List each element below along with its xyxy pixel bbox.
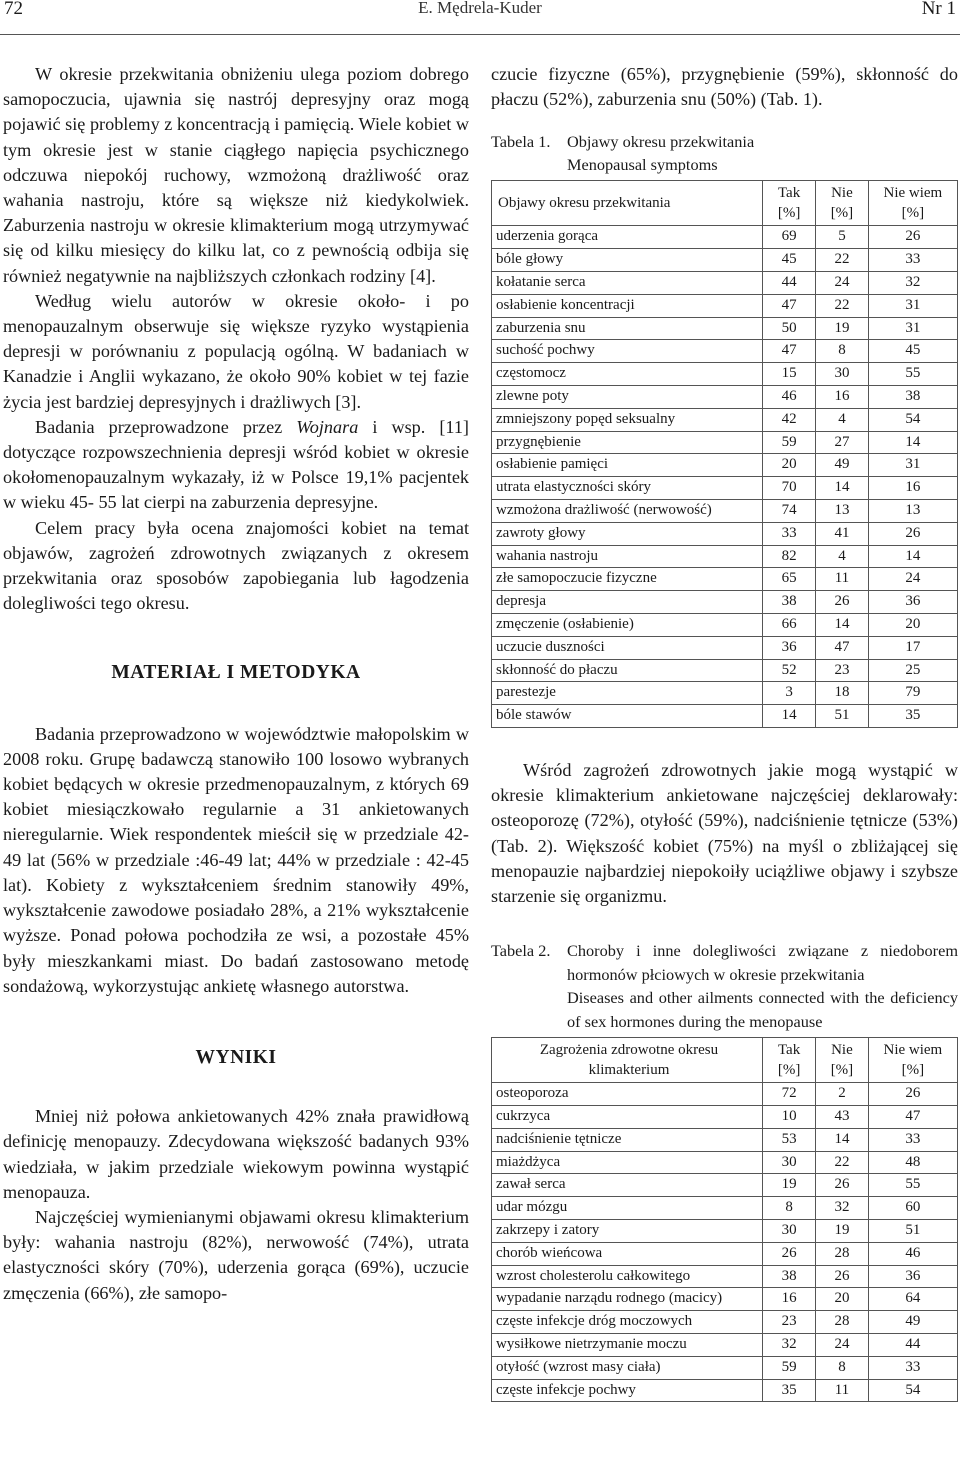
cell-value: 66	[763, 613, 816, 636]
table-row	[492, 1128, 958, 1151]
row-label: bóle stawów	[492, 705, 763, 728]
column-header: Tak [%]	[763, 181, 816, 226]
cell-value: 55	[868, 363, 957, 386]
cell-value: 15	[763, 363, 816, 386]
cell-value: 26	[816, 1265, 869, 1288]
table-row	[492, 545, 958, 568]
row-label: depresja	[492, 591, 763, 614]
table1-caption: Tabela 1. Objawy okresu przekwitania Menopausal symptoms	[491, 132, 755, 175]
cell-value: 45	[763, 249, 816, 272]
table-row	[492, 1083, 958, 1106]
row-label: parestezje	[492, 682, 763, 705]
paragraph: Najczęściej wymienianymi objawami okresu klimakterium były: wahania nastroju (82%), nerwowość (74%), utrata elastyczności skóry (70%), uderzenia gorąca (69%), uczucie zmęczenia (66%), złe samopo-	[3, 1206, 469, 1303]
cell-value: 30	[763, 1151, 816, 1174]
row-label: cukrzyca	[492, 1105, 763, 1128]
table-row	[492, 659, 958, 682]
cell-value: 47	[816, 636, 869, 659]
cell-value: 47	[763, 340, 816, 363]
cell-value: 14	[816, 613, 869, 636]
cell-value: 8	[816, 1356, 869, 1379]
cell-value: 17	[868, 636, 957, 659]
cell-value: 22	[816, 249, 869, 272]
table-row	[492, 682, 958, 705]
cell-value: 22	[816, 1151, 869, 1174]
cell-value: 51	[868, 1219, 957, 1242]
cell-value: 38	[763, 1265, 816, 1288]
row-label: suchość pochwy	[492, 340, 763, 363]
table-row	[492, 1197, 958, 1220]
table-row	[492, 1219, 958, 1242]
table-row	[492, 522, 958, 545]
cell-value: 47	[868, 1105, 957, 1128]
table-row	[492, 1356, 958, 1379]
table-row	[492, 317, 958, 340]
cell-value: 14	[816, 477, 869, 500]
cell-value: 26	[763, 1242, 816, 1265]
cell-value: 16	[763, 1288, 816, 1311]
row-label: wysiłkowe nietrzymanie moczu	[492, 1333, 763, 1356]
cell-value: 36	[763, 636, 816, 659]
cell-value: 32	[816, 1197, 869, 1220]
row-label: miażdżyca	[492, 1151, 763, 1174]
row-label: uderzenia gorąca	[492, 226, 763, 249]
row-label: otyłość (wzrost masy ciała)	[492, 1356, 763, 1379]
cell-value: 13	[816, 499, 869, 522]
cell-value: 44	[763, 272, 816, 295]
cell-value: 49	[868, 1311, 957, 1334]
cell-value: 54	[868, 408, 957, 431]
table-row	[492, 1242, 958, 1265]
cell-value: 82	[763, 545, 816, 568]
cell-value: 3	[763, 682, 816, 705]
cell-value: 23	[763, 1311, 816, 1334]
table-row	[492, 705, 958, 728]
row-label: częstomocz	[492, 363, 763, 386]
cell-value: 16	[816, 385, 869, 408]
row-label: bóle głowy	[492, 249, 763, 272]
paragraph: Wśród zagrożeń zdrowotnych jakie mogą wystąpić w okresie klimakterium ankietowane najczęściej deklarowały: osteoporozę (72%), otyłość (59%), nadciśnienie tętnicze (53%) (Tab. 2). Większość kobiet (75%) na myśl o zbliżającej się menopauzie najbardziej niepokoiły uciążliwe objawy i szybsze starzenie się organizmu.	[491, 759, 958, 906]
cell-value: 36	[868, 591, 957, 614]
cell-value: 22	[816, 294, 869, 317]
cell-value: 59	[763, 1356, 816, 1379]
column-header: Objawy okresu przekwitania	[492, 181, 763, 226]
running-author: E. Mędrela-Kuder	[418, 0, 542, 17]
cell-value: 49	[816, 454, 869, 477]
cell-value: 2	[816, 1083, 869, 1106]
table-row	[492, 1379, 958, 1402]
cell-value: 24	[868, 568, 957, 591]
column-header: Nie wiem [%]	[868, 1038, 957, 1083]
row-label: chorób wieńcowa	[492, 1242, 763, 1265]
cell-value: 38	[868, 385, 957, 408]
column-header: Nie [%]	[816, 1038, 869, 1083]
row-label: skłonność do płaczu	[492, 659, 763, 682]
cell-value: 20	[868, 613, 957, 636]
cell-value: 26	[816, 1174, 869, 1197]
cell-value: 54	[868, 1379, 957, 1402]
cell-value: 27	[816, 431, 869, 454]
cell-value: 19	[816, 317, 869, 340]
table-symptoms	[491, 180, 958, 728]
author-name: Wojnara	[296, 416, 359, 437]
cell-value: 30	[763, 1219, 816, 1242]
paragraph: Według wielu autorów w okresie około- i po menopauzalnym obserwuje się większe ryzyko wystąpienia depresji w porównaniu z populacją ogólną. W badaniach w Kanadzie i Anglii wykazano, że około 90% kobiet w tej fazie życia jest bardziej depresyjnych i drażliwych [3].	[3, 290, 469, 412]
paragraph: Badania przeprowadzone przez Wojnara i wsp. [11] dotyczące rozpowszechnienia depresji wśród kobiet w okresie okołomenopauzalnym wykazały, iż w Polsce 19,1% pacjentek w wieku 45- 55 lat cierpi na zaburzenia depresyjne.	[3, 416, 469, 513]
cell-value: 20	[763, 454, 816, 477]
cell-value: 19	[763, 1174, 816, 1197]
cell-value: 11	[816, 568, 869, 591]
paragraph: Badania przeprowadzono w województwie małopolskim w 2008 roku. Grupę badawczą stanowiło 100 losowo wybranych kobiet będących w okresie przedmenopauzalnym, z których 69 kobiet miesiączkowało regularnie a 31 ankietowanych nieregularnie. Wiek respondentek mieścił się w przedziale 42- 49 lat (56% w przedziale :46-49 lat; 44% w przedziale : 42-45 lat). Kobiety z wykształceniem średnim stanowiły 49%, wykształcenie zawodowe posiadało 28%, a 21% wykształcenie wyższe. Ponad połowa pochodziła ze wsi, a pozostałe 45% były mieszkankami miast. Do badań zastosowano metodę sondażową, wykorzystując ankietę własnego autorstwa.	[3, 723, 469, 996]
table-row	[492, 591, 958, 614]
cell-value: 24	[816, 272, 869, 295]
row-label: złe samopoczucie fizyczne	[492, 568, 763, 591]
table-row	[492, 272, 958, 295]
cell-value: 11	[816, 1379, 869, 1402]
table-row	[492, 294, 958, 317]
cell-value: 4	[816, 545, 869, 568]
table-row	[492, 1174, 958, 1197]
cell-value: 38	[763, 591, 816, 614]
right-column	[491, 62, 958, 1402]
section-heading-methods: MATERIAŁ I METODYKA	[111, 662, 361, 684]
table-health-risks	[491, 1037, 958, 1402]
cell-value: 55	[868, 1174, 957, 1197]
table-row	[492, 431, 958, 454]
header-rule	[0, 34, 960, 35]
issue-number: Nr 1	[921, 0, 956, 19]
cell-value: 19	[816, 1219, 869, 1242]
cell-value: 32	[763, 1333, 816, 1356]
row-label: kołatanie serca	[492, 272, 763, 295]
cell-value: 18	[816, 682, 869, 705]
cell-value: 4	[816, 408, 869, 431]
table-row	[492, 568, 958, 591]
cell-value: 35	[763, 1379, 816, 1402]
paragraph: Mniej niż połowa ankietowanych 42% znała prawidłową definicję menopauzy. Zdecydowana większość badanych 93% wiedziała, w jakim przedziale wiekowym powinna wystąpić menopauza.	[3, 1106, 469, 1202]
column-header: Nie [%]	[816, 181, 869, 226]
table-row	[492, 1311, 958, 1334]
cell-value: 47	[763, 294, 816, 317]
cell-value: 53	[763, 1128, 816, 1151]
row-label: przygnębienie	[492, 431, 763, 454]
table-row	[492, 363, 958, 386]
row-label: zawroty głowy	[492, 522, 763, 545]
table-row	[492, 636, 958, 659]
row-label: zaburzenia snu	[492, 317, 763, 340]
table-header-row	[492, 1038, 958, 1083]
cell-value: 8	[816, 340, 869, 363]
cell-value: 33	[868, 1356, 957, 1379]
cell-value: 5	[816, 226, 869, 249]
row-label: zawał serca	[492, 1174, 763, 1197]
cell-value: 24	[816, 1333, 869, 1356]
row-label: zmniejszony popęd seksualny	[492, 408, 763, 431]
cell-value: 13	[868, 499, 957, 522]
cell-value: 74	[763, 499, 816, 522]
cell-value: 41	[816, 522, 869, 545]
table-row	[492, 385, 958, 408]
row-label: częste infekcje dróg moczowych	[492, 1311, 763, 1334]
paragraph: czucie fizyczne (65%), przygnębienie (59%), skłonność do płaczu (52%), zaburzenia snu (50%) (Tab. 1).	[491, 64, 958, 110]
page-number: 72	[4, 0, 23, 19]
cell-value: 28	[816, 1311, 869, 1334]
row-label: zlewne poty	[492, 385, 763, 408]
cell-value: 45	[868, 340, 957, 363]
row-label: zmęczenie (osłabienie)	[492, 613, 763, 636]
table-row	[492, 1333, 958, 1356]
cell-value: 14	[763, 705, 816, 728]
cell-value: 42	[763, 408, 816, 431]
cell-value: 31	[868, 454, 957, 477]
cell-value: 28	[816, 1242, 869, 1265]
row-label: częste infekcje pochwy	[492, 1379, 763, 1402]
table-row	[492, 477, 958, 500]
table-row	[492, 613, 958, 636]
column-header: Tak [%]	[763, 1038, 816, 1083]
cell-value: 25	[868, 659, 957, 682]
cell-value: 33	[868, 249, 957, 272]
cell-value: 33	[763, 522, 816, 545]
table-row	[492, 454, 958, 477]
cell-value: 48	[868, 1151, 957, 1174]
row-label: wahania nastroju	[492, 545, 763, 568]
row-label: nadciśnienie tętnicze	[492, 1128, 763, 1151]
cell-value: 46	[868, 1242, 957, 1265]
cell-value: 44	[868, 1333, 957, 1356]
cell-value: 65	[763, 568, 816, 591]
cell-value: 70	[763, 477, 816, 500]
cell-value: 8	[763, 1197, 816, 1220]
cell-value: 52	[763, 659, 816, 682]
running-header	[0, 0, 960, 30]
row-label: osłabienie pamięci	[492, 454, 763, 477]
table2-caption: Tabela 2. Choroby i inne dolegliwości związane z niedoborem hormonów płciowych w okresie przekwitania Diseases and other ailments connected with the deficiency of sex hormones during the menopause	[491, 941, 958, 1031]
cell-value: 59	[763, 431, 816, 454]
table-row	[492, 408, 958, 431]
cell-value: 46	[763, 385, 816, 408]
table-row	[492, 226, 958, 249]
column-header: Nie wiem [%]	[868, 181, 957, 226]
table-row	[492, 340, 958, 363]
cell-value: 43	[816, 1105, 869, 1128]
cell-value: 26	[868, 522, 957, 545]
cell-value: 26	[868, 226, 957, 249]
cell-value: 32	[868, 272, 957, 295]
cell-value: 35	[868, 705, 957, 728]
table-row	[492, 1265, 958, 1288]
cell-value: 10	[763, 1105, 816, 1128]
cell-value: 23	[816, 659, 869, 682]
paragraph: W okresie przekwitania obniżeniu ulega poziom dobrego samopoczucia, ujawnia się nastrój depresyjny oraz mogą pojawić się problemy z koncentracją i pamięcią. Wiele kobiet w tym okresie jest w stanie ciągłego napięcia psychicznego odczuwa niepokój ruchowy, wzmożoną drażliwość oraz wahania nastroju, które są większe niż kiedykolwiek. Zaburzenia nastroju w okresie klimakterium mogą utrzymywać się od kilku miesięcy do kilku lat, co z pewnością odbija się również negatywnie na najbliższych członkach rodziny [4].	[3, 64, 469, 286]
column-header: Zagrożenia zdrowotne okresu klimakterium	[492, 1038, 763, 1083]
cell-value: 60	[868, 1197, 957, 1220]
table-row	[492, 1151, 958, 1174]
cell-value: 20	[816, 1288, 869, 1311]
table-row	[492, 1288, 958, 1311]
cell-value: 79	[868, 682, 957, 705]
cell-value: 30	[816, 363, 869, 386]
paragraph: Celem pracy była ocena znajomości kobiet na temat objawów, zagrożeń zdrowotnych związanych z okresem przekwitania oraz sposobów zapobiegania lub łagodzenia dolegliwości tego okresu.	[3, 517, 469, 614]
row-label: osteoporoza	[492, 1083, 763, 1106]
table-row	[492, 249, 958, 272]
row-label: zakrzepy i zatory	[492, 1219, 763, 1242]
section-heading-results: WYNIKI	[195, 1046, 277, 1068]
cell-value: 14	[816, 1128, 869, 1151]
cell-value: 33	[868, 1128, 957, 1151]
cell-value: 51	[816, 705, 869, 728]
table-header-row	[492, 181, 958, 226]
table-row	[492, 499, 958, 522]
cell-value: 72	[763, 1083, 816, 1106]
cell-value: 50	[763, 317, 816, 340]
cell-value: 26	[868, 1083, 957, 1106]
cell-value: 69	[763, 226, 816, 249]
cell-value: 31	[868, 294, 957, 317]
row-label: uczucie duszności	[492, 636, 763, 659]
cell-value: 64	[868, 1288, 957, 1311]
row-label: utrata elastyczności skóry	[492, 477, 763, 500]
cell-value: 26	[816, 591, 869, 614]
row-label: wypadanie narządu rodnego (macicy)	[492, 1288, 763, 1311]
cell-value: 14	[868, 431, 957, 454]
cell-value: 16	[868, 477, 957, 500]
row-label: udar mózgu	[492, 1197, 763, 1220]
cell-value: 31	[868, 317, 957, 340]
row-label: wzmożona drażliwość (nerwowość)	[492, 499, 763, 522]
left-column	[3, 62, 469, 1306]
row-label: osłabienie koncentracji	[492, 294, 763, 317]
cell-value: 36	[868, 1265, 957, 1288]
cell-value: 14	[868, 545, 957, 568]
table-row	[492, 1105, 958, 1128]
row-label: wzrost cholesterolu całkowitego	[492, 1265, 763, 1288]
